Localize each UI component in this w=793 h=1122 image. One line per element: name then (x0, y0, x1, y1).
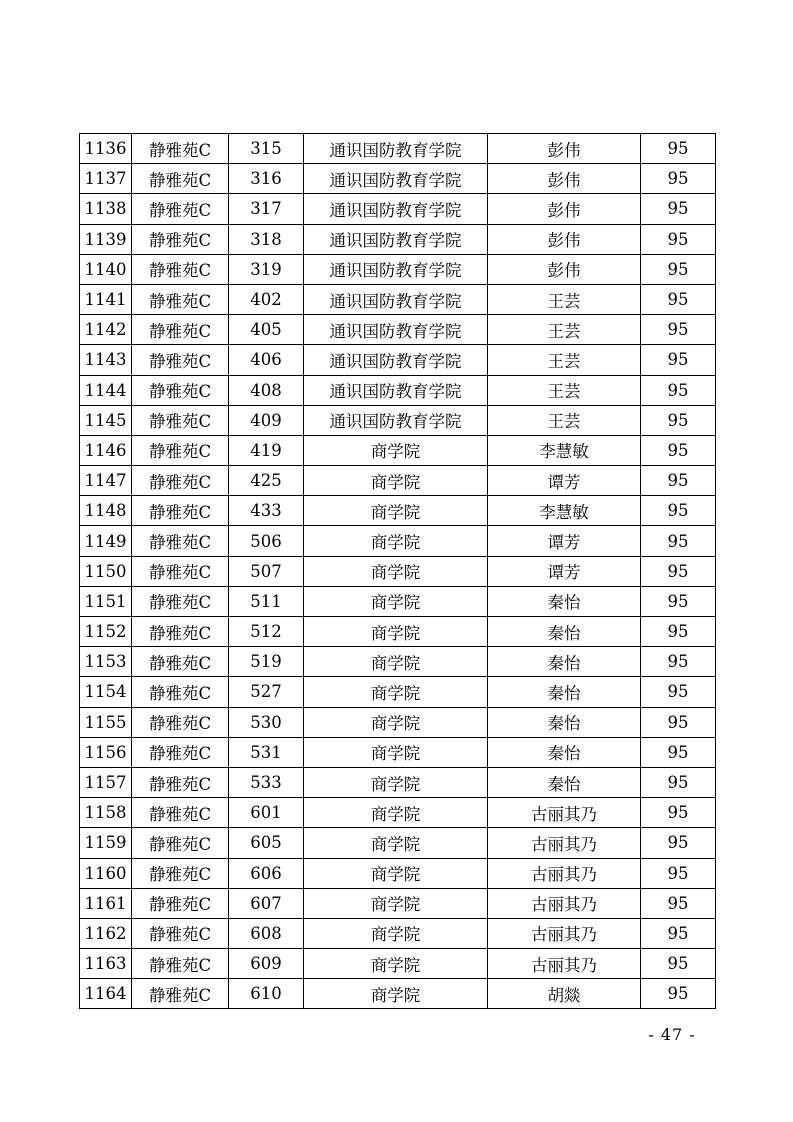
row-number-cell: 1164 (80, 979, 132, 1009)
row-number-cell: 1140 (80, 254, 132, 284)
person-cell: 胡燚 (488, 979, 641, 1009)
college-cell: 商学院 (304, 737, 488, 767)
college-cell: 通识国防教育学院 (304, 134, 488, 164)
row-number-cell: 1153 (80, 647, 132, 677)
room-number-cell: 610 (229, 979, 304, 1009)
row-number-cell: 1159 (80, 828, 132, 858)
row-number-cell: 1146 (80, 435, 132, 465)
table-row (80, 496, 716, 526)
building-cell: 静雅苑C (132, 224, 229, 254)
table-row (80, 647, 716, 677)
score-cell: 95 (641, 375, 716, 405)
building-cell: 静雅苑C (132, 194, 229, 224)
person-cell: 王芸 (488, 284, 641, 314)
room-number-cell: 317 (229, 194, 304, 224)
person-cell: 秦怡 (488, 767, 641, 797)
person-cell: 李慧敏 (488, 496, 641, 526)
room-number-cell: 530 (229, 707, 304, 737)
building-cell: 静雅苑C (132, 134, 229, 164)
building-cell: 静雅苑C (132, 496, 229, 526)
room-number-cell: 607 (229, 888, 304, 918)
building-cell: 静雅苑C (132, 315, 229, 345)
building-cell: 静雅苑C (132, 556, 229, 586)
room-number-cell: 531 (229, 737, 304, 767)
college-cell: 通识国防教育学院 (304, 345, 488, 375)
person-cell: 彭伟 (488, 254, 641, 284)
room-number-cell: 608 (229, 918, 304, 948)
college-cell: 商学院 (304, 979, 488, 1009)
college-cell: 商学院 (304, 496, 488, 526)
room-number-cell: 605 (229, 828, 304, 858)
room-number-cell: 405 (229, 315, 304, 345)
person-cell: 谭芳 (488, 556, 641, 586)
table-row (80, 405, 716, 435)
score-cell: 95 (641, 254, 716, 284)
row-number-cell: 1157 (80, 767, 132, 797)
building-cell: 静雅苑C (132, 979, 229, 1009)
person-cell: 古丽其乃 (488, 949, 641, 979)
person-cell: 古丽其乃 (488, 888, 641, 918)
score-cell: 95 (641, 164, 716, 194)
college-cell: 商学院 (304, 949, 488, 979)
person-cell: 李慧敏 (488, 435, 641, 465)
row-number-cell: 1150 (80, 556, 132, 586)
college-cell: 通识国防教育学院 (304, 254, 488, 284)
person-cell: 古丽其乃 (488, 798, 641, 828)
table-row (80, 858, 716, 888)
person-cell: 彭伟 (488, 224, 641, 254)
college-cell: 商学院 (304, 435, 488, 465)
table-row (80, 918, 716, 948)
building-cell: 静雅苑C (132, 918, 229, 948)
score-cell: 95 (641, 586, 716, 616)
score-cell: 95 (641, 345, 716, 375)
table-row (80, 767, 716, 797)
person-cell: 王芸 (488, 345, 641, 375)
score-cell: 95 (641, 707, 716, 737)
person-cell: 秦怡 (488, 647, 641, 677)
score-cell: 95 (641, 647, 716, 677)
row-number-cell: 1160 (80, 858, 132, 888)
score-cell: 95 (641, 737, 716, 767)
room-number-cell: 402 (229, 284, 304, 314)
table-row (80, 617, 716, 647)
building-cell: 静雅苑C (132, 345, 229, 375)
building-cell: 静雅苑C (132, 375, 229, 405)
person-cell: 秦怡 (488, 737, 641, 767)
building-cell: 静雅苑C (132, 737, 229, 767)
row-number-cell: 1141 (80, 284, 132, 314)
score-cell: 95 (641, 858, 716, 888)
room-number-cell: 406 (229, 345, 304, 375)
person-cell: 彭伟 (488, 164, 641, 194)
room-number-cell: 425 (229, 466, 304, 496)
college-cell: 商学院 (304, 707, 488, 737)
college-cell: 通识国防教育学院 (304, 375, 488, 405)
room-number-cell: 512 (229, 617, 304, 647)
table-row (80, 828, 716, 858)
room-number-cell: 601 (229, 798, 304, 828)
score-cell: 95 (641, 677, 716, 707)
person-cell: 秦怡 (488, 586, 641, 616)
building-cell: 静雅苑C (132, 647, 229, 677)
person-cell: 谭芳 (488, 526, 641, 556)
building-cell: 静雅苑C (132, 949, 229, 979)
table-row (80, 164, 716, 194)
score-cell: 95 (641, 405, 716, 435)
table-row (80, 194, 716, 224)
table-row (80, 315, 716, 345)
row-number-cell: 1144 (80, 375, 132, 405)
person-cell: 彭伟 (488, 194, 641, 224)
college-cell: 通识国防教育学院 (304, 224, 488, 254)
row-number-cell: 1155 (80, 707, 132, 737)
row-number-cell: 1139 (80, 224, 132, 254)
table-row (80, 737, 716, 767)
table-row (80, 556, 716, 586)
score-cell: 95 (641, 526, 716, 556)
score-cell: 95 (641, 496, 716, 526)
college-cell: 商学院 (304, 617, 488, 647)
college-cell: 通识国防教育学院 (304, 164, 488, 194)
row-number-cell: 1138 (80, 194, 132, 224)
table-row (80, 949, 716, 979)
person-cell: 王芸 (488, 405, 641, 435)
table-body (80, 134, 716, 1009)
table-row (80, 224, 716, 254)
college-cell: 商学院 (304, 858, 488, 888)
table-row (80, 707, 716, 737)
building-cell: 静雅苑C (132, 526, 229, 556)
score-cell: 95 (641, 284, 716, 314)
score-cell: 95 (641, 949, 716, 979)
score-cell: 95 (641, 767, 716, 797)
score-cell: 95 (641, 979, 716, 1009)
room-number-cell: 315 (229, 134, 304, 164)
room-number-cell: 527 (229, 677, 304, 707)
row-number-cell: 1151 (80, 586, 132, 616)
college-cell: 通识国防教育学院 (304, 194, 488, 224)
building-cell: 静雅苑C (132, 466, 229, 496)
room-number-cell: 316 (229, 164, 304, 194)
row-number-cell: 1143 (80, 345, 132, 375)
building-cell: 静雅苑C (132, 254, 229, 284)
row-number-cell: 1145 (80, 405, 132, 435)
college-cell: 通识国防教育学院 (304, 405, 488, 435)
row-number-cell: 1162 (80, 918, 132, 948)
college-cell: 商学院 (304, 466, 488, 496)
score-cell: 95 (641, 466, 716, 496)
row-number-cell: 1148 (80, 496, 132, 526)
college-cell: 商学院 (304, 556, 488, 586)
college-cell: 商学院 (304, 677, 488, 707)
building-cell: 静雅苑C (132, 888, 229, 918)
building-cell: 静雅苑C (132, 798, 229, 828)
room-number-cell: 433 (229, 496, 304, 526)
table-row (80, 979, 716, 1009)
building-cell: 静雅苑C (132, 284, 229, 314)
table-row (80, 798, 716, 828)
page-number: - 47 - (648, 1025, 696, 1044)
room-number-cell: 319 (229, 254, 304, 284)
score-cell: 95 (641, 224, 716, 254)
row-number-cell: 1149 (80, 526, 132, 556)
building-cell: 静雅苑C (132, 405, 229, 435)
room-number-cell: 409 (229, 405, 304, 435)
table-row (80, 677, 716, 707)
college-cell: 商学院 (304, 586, 488, 616)
table-row (80, 435, 716, 465)
building-cell: 静雅苑C (132, 828, 229, 858)
room-number-cell: 507 (229, 556, 304, 586)
room-number-cell: 408 (229, 375, 304, 405)
person-cell: 王芸 (488, 315, 641, 345)
person-cell: 秦怡 (488, 677, 641, 707)
building-cell: 静雅苑C (132, 858, 229, 888)
person-cell: 王芸 (488, 375, 641, 405)
score-cell: 95 (641, 556, 716, 586)
score-cell: 95 (641, 315, 716, 345)
room-number-cell: 533 (229, 767, 304, 797)
college-cell: 商学院 (304, 888, 488, 918)
person-cell: 古丽其乃 (488, 828, 641, 858)
row-number-cell: 1152 (80, 617, 132, 647)
row-number-cell: 1161 (80, 888, 132, 918)
row-number-cell: 1158 (80, 798, 132, 828)
score-cell: 95 (641, 888, 716, 918)
table-row (80, 254, 716, 284)
table-row (80, 466, 716, 496)
score-cell: 95 (641, 617, 716, 647)
building-cell: 静雅苑C (132, 164, 229, 194)
building-cell: 静雅苑C (132, 767, 229, 797)
room-number-cell: 318 (229, 224, 304, 254)
college-cell: 商学院 (304, 798, 488, 828)
score-cell: 95 (641, 918, 716, 948)
person-cell: 古丽其乃 (488, 918, 641, 948)
college-cell: 通识国防教育学院 (304, 315, 488, 345)
table-row (80, 134, 716, 164)
table-row (80, 345, 716, 375)
room-number-cell: 419 (229, 435, 304, 465)
college-cell: 商学院 (304, 767, 488, 797)
person-cell: 秦怡 (488, 617, 641, 647)
college-cell: 商学院 (304, 918, 488, 948)
person-cell: 谭芳 (488, 466, 641, 496)
room-number-cell: 606 (229, 858, 304, 888)
score-cell: 95 (641, 435, 716, 465)
building-cell: 静雅苑C (132, 435, 229, 465)
score-cell: 95 (641, 134, 716, 164)
row-number-cell: 1154 (80, 677, 132, 707)
score-cell: 95 (641, 798, 716, 828)
dorm-score-table (79, 133, 716, 1009)
building-cell: 静雅苑C (132, 707, 229, 737)
building-cell: 静雅苑C (132, 617, 229, 647)
building-cell: 静雅苑C (132, 586, 229, 616)
college-cell: 商学院 (304, 647, 488, 677)
score-cell: 95 (641, 828, 716, 858)
score-cell: 95 (641, 194, 716, 224)
table-row (80, 888, 716, 918)
row-number-cell: 1136 (80, 134, 132, 164)
college-cell: 商学院 (304, 526, 488, 556)
row-number-cell: 1147 (80, 466, 132, 496)
table-row (80, 586, 716, 616)
room-number-cell: 519 (229, 647, 304, 677)
row-number-cell: 1163 (80, 949, 132, 979)
building-cell: 静雅苑C (132, 677, 229, 707)
table-row (80, 526, 716, 556)
row-number-cell: 1137 (80, 164, 132, 194)
college-cell: 通识国防教育学院 (304, 284, 488, 314)
college-cell: 商学院 (304, 828, 488, 858)
room-number-cell: 609 (229, 949, 304, 979)
room-number-cell: 506 (229, 526, 304, 556)
table-row (80, 284, 716, 314)
row-number-cell: 1156 (80, 737, 132, 767)
person-cell: 彭伟 (488, 134, 641, 164)
table-row (80, 375, 716, 405)
row-number-cell: 1142 (80, 315, 132, 345)
person-cell: 秦怡 (488, 707, 641, 737)
room-number-cell: 511 (229, 586, 304, 616)
person-cell: 古丽其乃 (488, 858, 641, 888)
